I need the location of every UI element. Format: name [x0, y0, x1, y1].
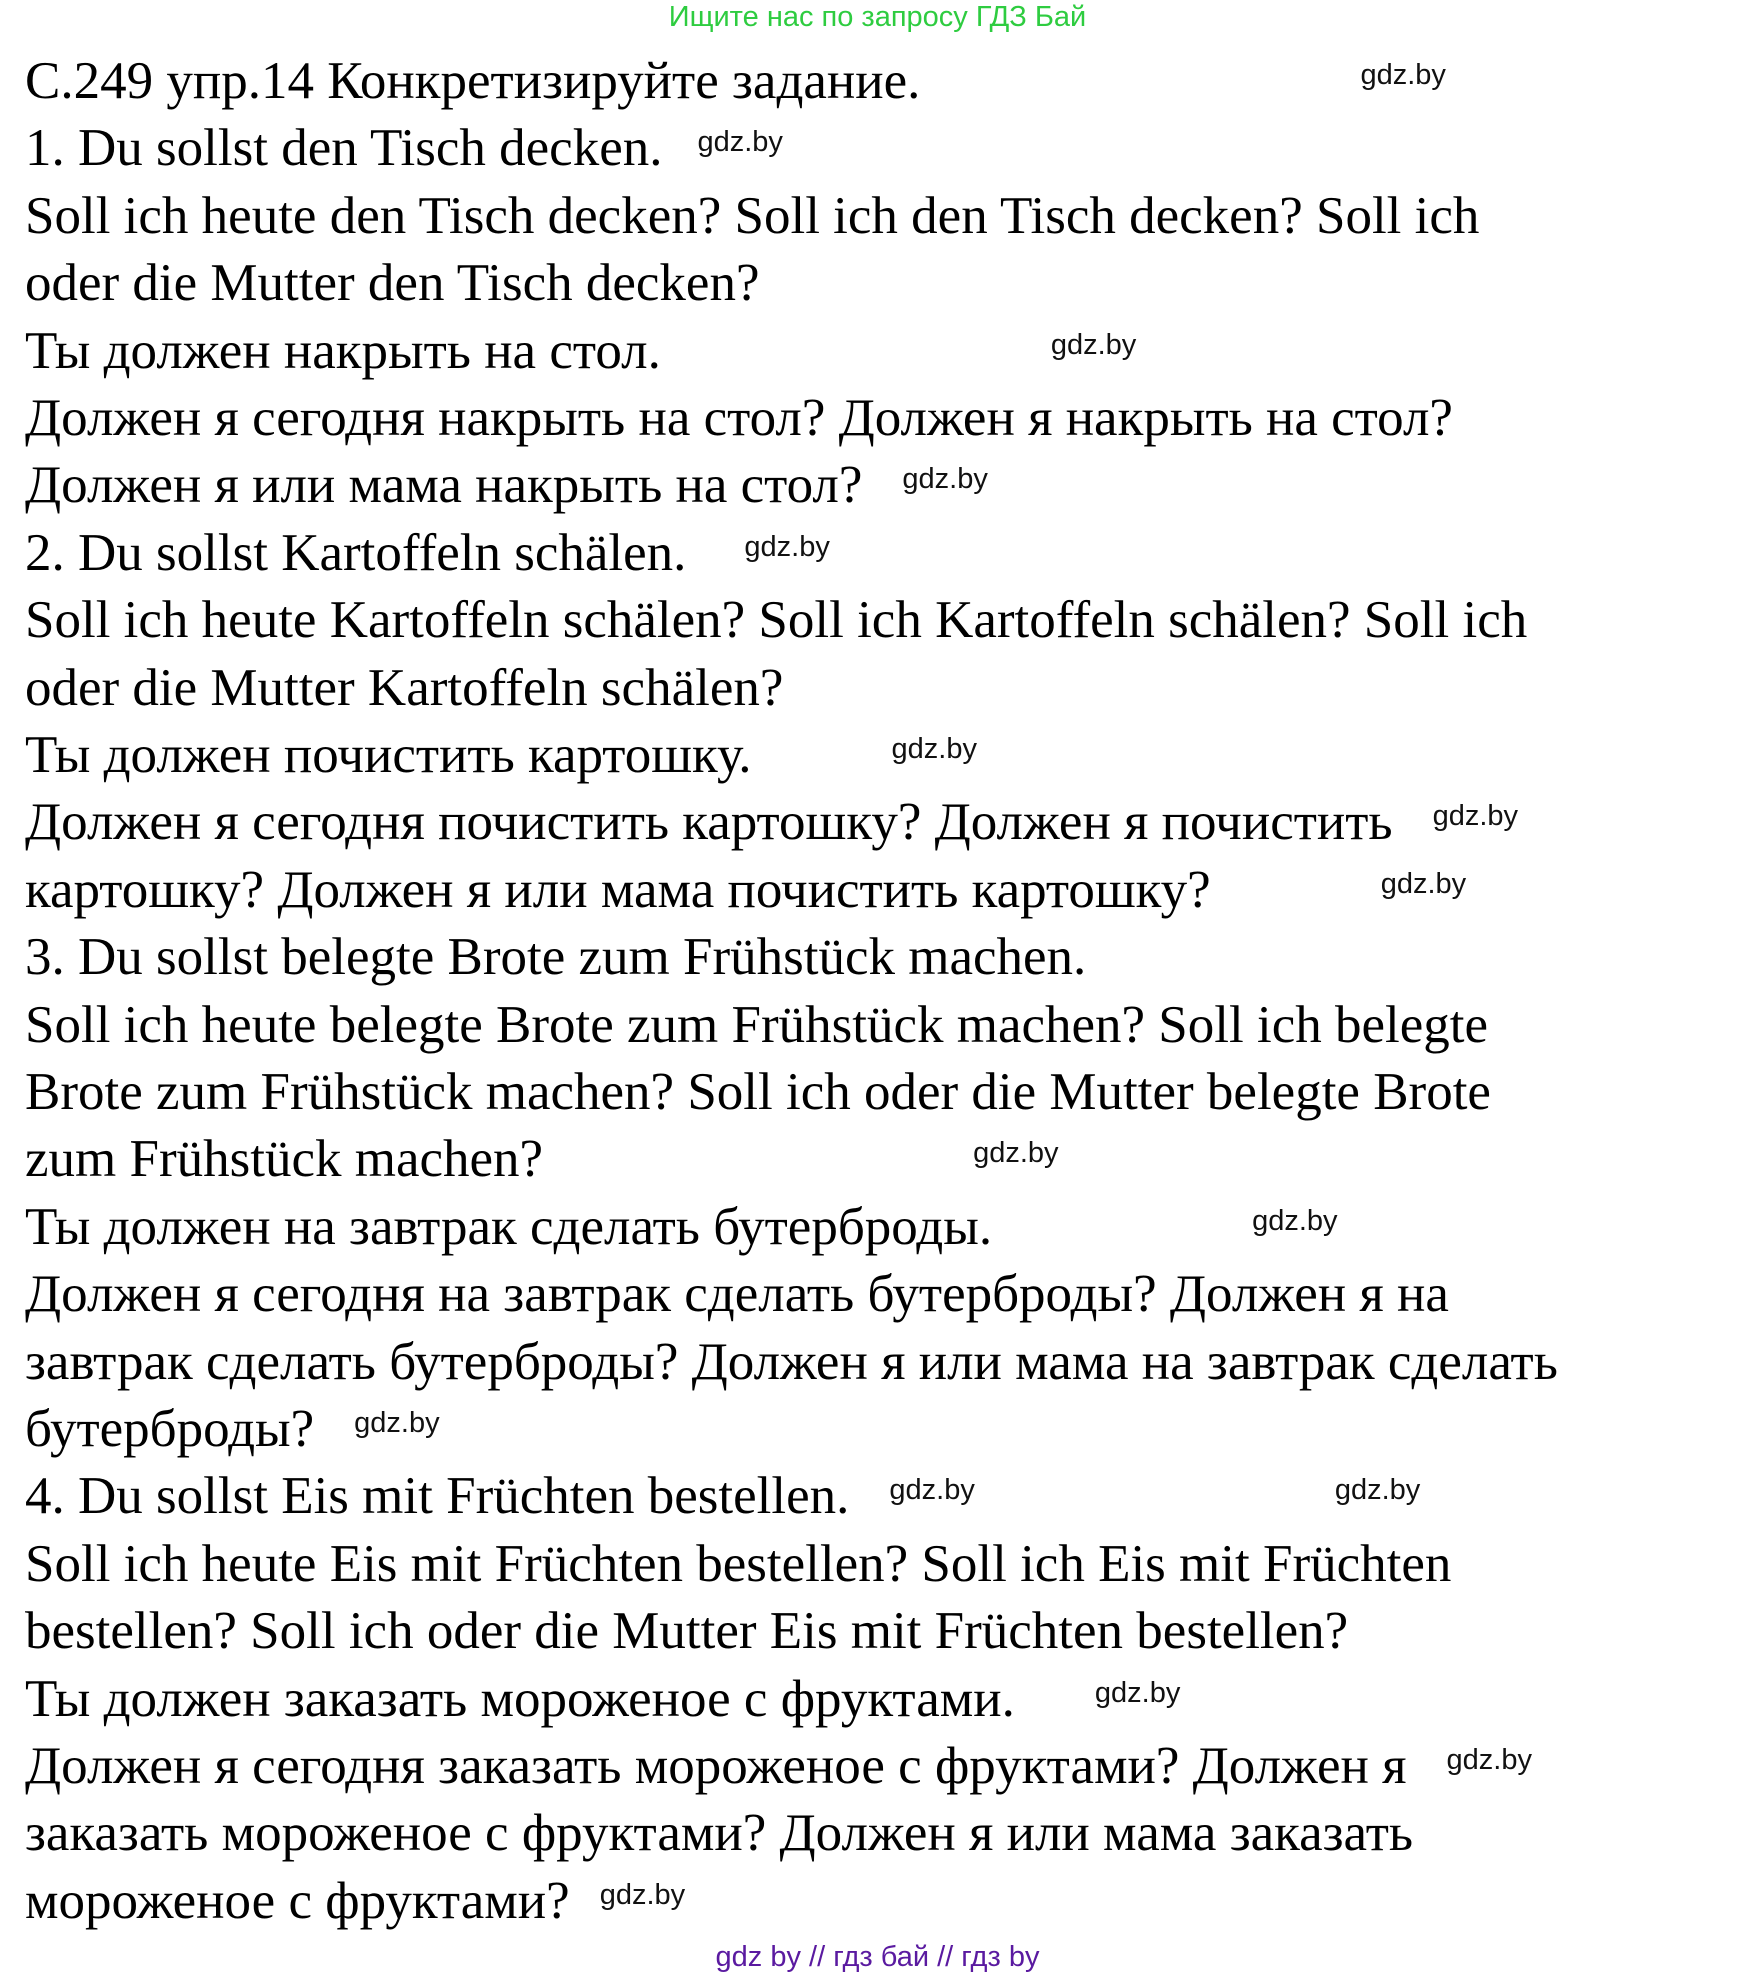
exercise-title: С.249 упр.14 Конкретизируйте задание. gdz.by	[25, 52, 1446, 110]
text-line: Ты должен почистить картошку. gdz.by	[25, 726, 977, 784]
text-line: zum Frühstück machen? gdz.by	[25, 1130, 1059, 1189]
watermark: gdz.by	[902, 463, 988, 496]
text-line: Soll ich heute belegte Brote zum Frühstück machen? Soll ich belegte	[25, 995, 1488, 1054]
text-line: bestellen? Soll ich oder die Mutter Eis mit Früchten bestellen?	[25, 1602, 1349, 1661]
watermark: gdz.by	[1094, 1676, 1181, 1709]
watermark: gdz.by	[1446, 1744, 1532, 1776]
watermark: gdz.by	[599, 1878, 686, 1911]
text-line: Soll ich heute Eis mit Früchten bestellen? Soll ich Eis mit Früchten	[25, 1534, 1452, 1593]
text-line: Ты должен накрыть на стол. gdz.by	[25, 321, 1137, 380]
watermark: gdz.by	[973, 1137, 1059, 1170]
text-line: 1. Du sollst den Tisch decken. gdz.by	[25, 119, 783, 178]
text-line: картошку? Должен я или мама почистить картошку? gdz.by	[25, 860, 1467, 919]
text-line: oder die Mutter Kartoffeln schälen?	[25, 658, 784, 717]
watermark: gdz.by	[889, 1474, 975, 1507]
search-hint-banner: Ищите нас по запросу ГДЗ Бай	[668, 1, 1087, 33]
text-line: Ты должен заказать мороженое с фруктами. gdz.by	[25, 1669, 1181, 1728]
text-line: Brote zum Frühstück machen? Soll ich oder die Mutter belegte Brote	[25, 1063, 1491, 1121]
watermark: gdz.by	[891, 733, 977, 765]
text-line: oder die Mutter den Tisch decken?	[25, 254, 760, 313]
text-line: Soll ich heute Kartoffeln schälen? Soll ich Kartoffeln schälen? Soll ich	[25, 591, 1528, 650]
text-line: Должен я сегодня накрыть на стол? Должен я накрыть на стол?	[25, 389, 1453, 447]
watermark: gdz.by	[1432, 800, 1519, 833]
text-line: 4. Du sollst Eis mit Früchten bestellen. gdz.by gdz.by	[25, 1467, 1421, 1526]
text-line: заказать мороженое с фруктами? Должен я или мама заказать	[25, 1804, 1414, 1863]
text-line: бутерброды? gdz.by	[25, 1400, 440, 1458]
watermark: gdz.by	[697, 126, 783, 159]
text-line: Должен я сегодня на завтрак сделать бутерброды? Должен я на	[25, 1265, 1449, 1324]
text-line: Ты должен на завтрак сделать бутерброды. gdz.by	[25, 1197, 1338, 1256]
watermark: gdz.by	[1334, 1474, 1421, 1507]
text-line: 2. Du sollst Kartoffeln schälen. gdz.by	[25, 523, 830, 582]
text-line: завтрак сделать бутерброды? Должен я или мама на завтрак сделать	[25, 1332, 1558, 1391]
text-line: Soll ich heute den Tisch decken? Soll ich den Tisch decken? Soll ich	[25, 186, 1480, 245]
text-line: Должен я или мама накрыть на стол? gdz.by	[25, 456, 988, 515]
text-line: мороженое с фруктами? gdz.by	[25, 1871, 686, 1930]
watermark: gdz.by	[1252, 1204, 1338, 1237]
footer-links: gdz by // гдз бай // гдз by	[715, 1941, 1040, 1973]
watermark: gdz.by	[354, 1407, 440, 1439]
text-line: Должен я сегодня заказать мороженое с фруктами? Должен я gdz.by	[25, 1737, 1532, 1795]
text-line: 3. Du sollst belegte Brote zum Frühstück machen.	[25, 928, 1087, 987]
watermark: gdz.by	[1050, 328, 1137, 361]
text-line: Должен я сегодня почистить картошку? Должен я почистить gdz.by	[25, 793, 1519, 852]
watermark: gdz.by	[1360, 59, 1446, 91]
watermark: gdz.by	[1380, 867, 1467, 900]
watermark: gdz.by	[744, 530, 830, 563]
